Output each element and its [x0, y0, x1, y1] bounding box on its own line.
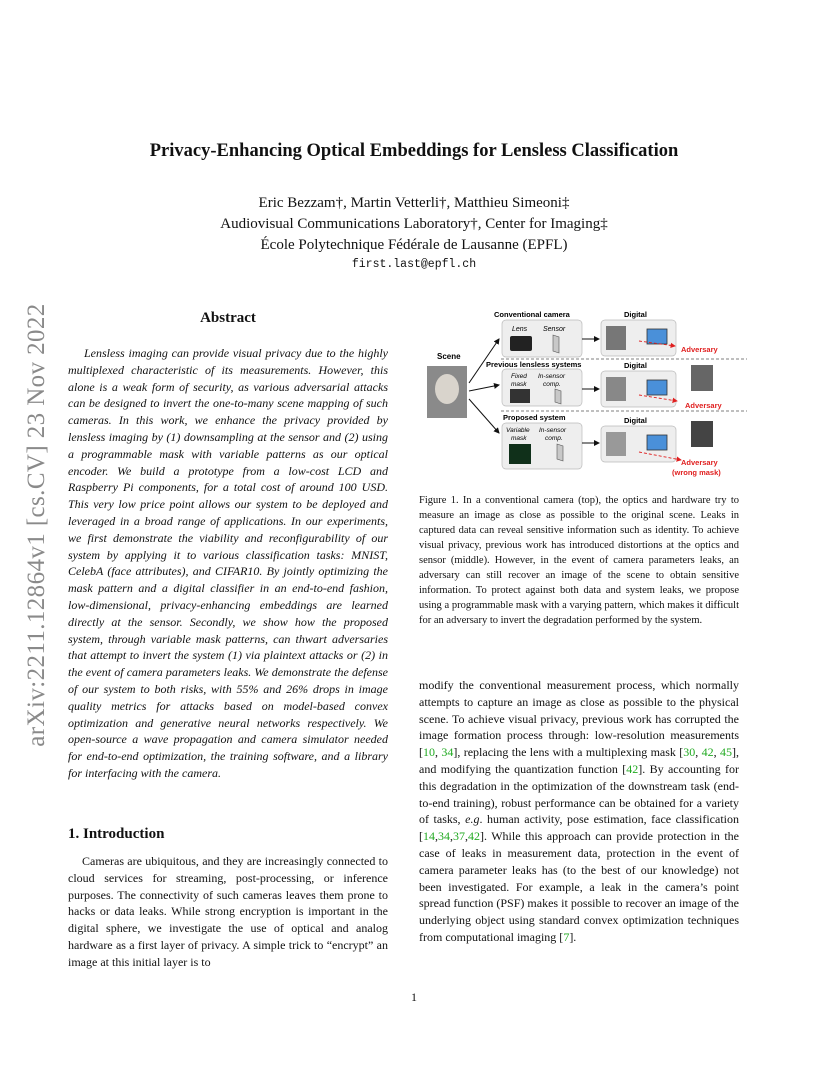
right-column-text: [419, 677, 739, 946]
citation-link[interactable]: 10: [423, 745, 435, 760]
text-run: ,: [465, 829, 468, 844]
monitor-icon-3: [647, 435, 667, 450]
introduction-text: Cameras are ubiquitous, and they are increasingly connected to cloud services for streaming, post-processing, or inference purposes. The connectivity of such cameras leaves them prone to hacks or data leaks. While strong encryption is important in the digital sphere, we investigate the use of optical and analog hardware as a first layer of privacy. A simple trick to “encrypt” an image at this initial layer is to: [68, 854, 388, 969]
sensor-label: Sensor: [543, 326, 566, 333]
citation-link[interactable]: 7: [563, 929, 570, 944]
insensor-label-2b: comp.: [545, 435, 563, 442]
text-run: ,: [435, 829, 438, 844]
lens-label: Lens: [512, 326, 528, 333]
variable-mask-label-1: Variable: [506, 427, 530, 434]
introduction-heading: 1. Introduction: [68, 826, 165, 842]
text-run: . human activity, pose estimation, face classification [: [419, 812, 739, 844]
monitor-icon: [647, 329, 667, 344]
citation-link[interactable]: 34: [441, 745, 454, 760]
fixed-mask-label-2: mask: [511, 381, 527, 388]
citation-link[interactable]: 42: [468, 829, 480, 844]
citation-link[interactable]: 42: [701, 745, 714, 760]
monitor-icon-2: [647, 380, 667, 395]
citation-link[interactable]: 37: [453, 829, 465, 844]
figure-1: [419, 303, 749, 483]
citation-link[interactable]: 42: [626, 761, 639, 776]
affiliation-line: Audiovisual Communications Laboratory†, Center for Imaging‡: [220, 216, 608, 232]
citation-link[interactable]: 14: [423, 829, 435, 844]
insensor-label-2a: comp.: [543, 381, 561, 388]
text-run: ].: [569, 929, 577, 944]
page-number: 1: [411, 990, 417, 1004]
figure-caption: Figure 1. In a conventional camera (top), the optics and hardware try to measure an image as close as possible to the original scene. Leaks in captured data can reveal sensitive information such as identity. To achieve visual privacy, previous work has introduced distortions at the optics and sensor (middle). However, in the event of camera parameters leaks, an adversary can still recover an image of the scene to obtain sensitive information. To protect against both data and system leaks, we propose using a programmable mask with a varying pattern, which makes it difficult for an adversary to invert the degradation performed by the system.: [419, 495, 739, 626]
scene-face: [435, 374, 459, 404]
scene-label: Scene: [437, 352, 461, 361]
arxiv-id: arXiv:2211.12864v1 [cs.CV] 23 Nov 2022: [23, 303, 50, 747]
sensor-icon-2: [555, 389, 561, 404]
citation-link[interactable]: 45: [720, 745, 733, 760]
variable-mask-icon: [509, 444, 531, 464]
fixed-mask-label-1: Fixed: [511, 373, 527, 380]
text-run: e.g: [465, 812, 480, 827]
proposed-label: Proposed system: [503, 413, 566, 422]
citation-link[interactable]: 34: [438, 829, 450, 844]
noise-recovery-icon: [691, 421, 713, 447]
text-run: ,: [435, 745, 442, 760]
text-run: modify the conventional measurement process, which normally attempts to capture an image as close as possible to the physical scene. To achieve visual privacy, previous work has corrupted the image formation process through: low-resolution measurements [: [419, 678, 739, 760]
abstract-heading: Abstract: [200, 310, 256, 326]
authors-line: Eric Bezzam†, Martin Vetterli†, Matthieu Simeoni‡: [258, 195, 570, 211]
fixed-mask-icon: [510, 389, 530, 403]
arxiv-stamp: [9, 290, 65, 760]
insensor-label-1b: In-sensor: [539, 427, 567, 434]
captured-face-icon: [606, 326, 626, 350]
citation-link[interactable]: 30: [683, 745, 696, 760]
institution-line: École Polytechnique Fédérale de Lausanne (EPFL): [260, 237, 568, 253]
digital-label-2: Digital: [624, 361, 647, 370]
insensor-label-1a: In-sensor: [538, 373, 566, 380]
digital-label-3: Digital: [624, 416, 647, 425]
sensor-icon: [553, 335, 559, 353]
text-run: ], replacing the lens with a multiplexing mask [: [453, 745, 684, 760]
previous-label: Previous lensless systems: [486, 360, 582, 369]
recovered-face-icon: [691, 365, 713, 391]
paper-title: Privacy-Enhancing Optical Embeddings for Lensless Classification: [149, 141, 679, 161]
text-run: ]. While this approach can provide protection in the case of leaks in measurement data, protection in the event of camera parameter leaks has (to the best of our knowledge) not been investigated. For example, a leak in the camera’s point spread function (PSF) makes it possible to recover an image of the underlying object using standard convex optimization techniques from computational imaging [: [419, 829, 739, 944]
text-run: ,: [713, 745, 721, 760]
author-block: [0, 193, 828, 256]
digital-label-1: Digital: [624, 310, 647, 319]
text-run: ], and modifying the quantization function [: [419, 745, 740, 776]
adversary-label-3: Adversary: [681, 458, 718, 467]
blurred-measurement-icon: [606, 377, 626, 401]
text-run: ,: [450, 829, 453, 844]
variable-mask-label-2: mask: [511, 435, 527, 442]
abstract-text: Lensless imaging can provide visual privacy due to the highly multiplexed characteristic of its measurements. However, this alone is a weak form of security, as various adversarial attacks can be designed to invert the one-to-many scene mapping of such cameras. In this work, we enhance the privacy provided by lensless imaging by (1) downsampling at the sensor and (2) using a programmable mask with variable patterns as our optical encoder. We build a prototype from a low-cost LCD and Raspberry Pi components, for a total cost of around 100 USD. This very low price point allows our system to be deployed and leveraged in a broad range of applications. In our experiments, we first demonstrate the viability and reconfigurability of our system by applying it to various classification tasks: MNIST, CelebA (face attributes), and CIFAR10. By jointly optimizing the mask pattern and a digital classifier in an end-to-end fashion, low-dimensional, privacy-enhancing embeddings are learned directly at the sensor. Secondly, we show how the proposed system, through variable mask patterns, can thwart adversaries that attempt to invert the system (1) via plaintext attacks or (2) in the event of camera parameters leaks. We demonstrate the defense of our system to both risks, with 55% and 26% drops in image quality metrics for attacks based on model-based convex optimization and generative neural networks respectively. We open-source a wave propagation and camera simulator needed for end-to-end optimization, the training software, and a library for interfacing with the camera.: [68, 346, 388, 780]
adversary-label-1: Adversary: [681, 345, 718, 354]
conventional-label: Conventional camera: [494, 310, 570, 319]
noisy-measurement-icon: [606, 432, 626, 456]
sensor-icon-3: [557, 444, 563, 461]
wrong-mask-label: (wrong mask): [672, 468, 721, 477]
text-run: ,: [695, 745, 702, 760]
author-email: first.last@epfl.ch: [351, 258, 477, 271]
lens-icon: [510, 336, 532, 351]
text-run: ]. By accounting for this degradation in the optimization of the downstream task (end-to-end training), robust performance can be obtained for a variety of tasks,: [419, 761, 739, 827]
adversary-label-2: Adversary: [685, 401, 722, 410]
